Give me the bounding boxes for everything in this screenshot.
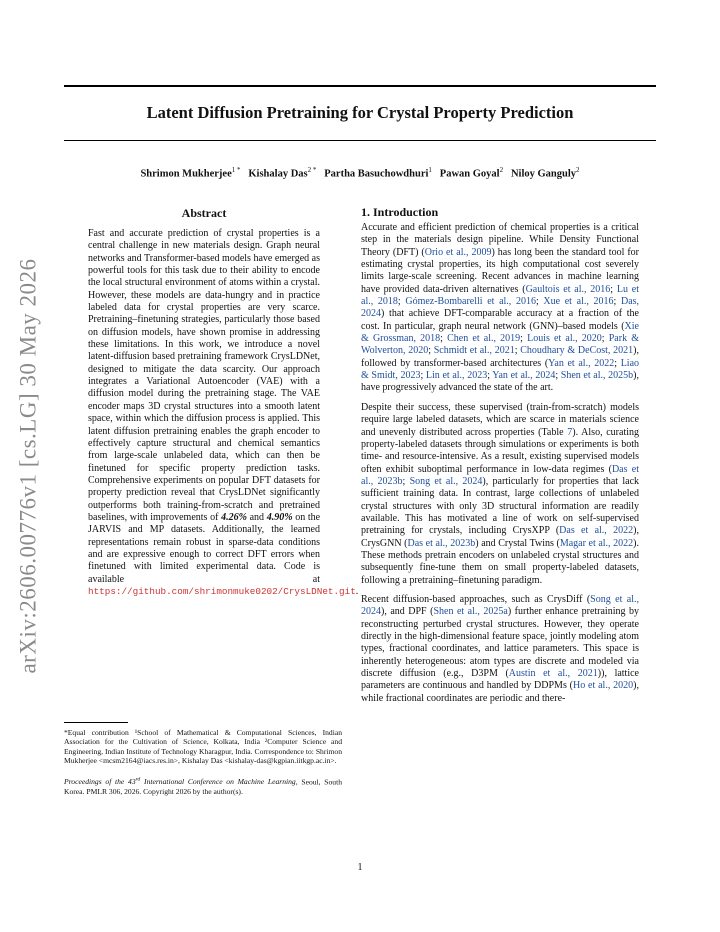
intro-text: ; (514, 345, 521, 357)
intro-text: ). Also, curating property-labeled datasets through simulations or experiments is both time- and resource-intensive. As a result, existing supervised models often exhibit suboptimal performance in low-data regimes ( (361, 426, 639, 475)
citation-link[interactable]: Song et al., 2024 (361, 593, 639, 618)
citation-link[interactable]: Xie & Grossman, 2018 (361, 320, 639, 345)
footnotes (64, 722, 342, 806)
intro-text: ; (610, 283, 617, 295)
citation-link[interactable]: Lu et al., 2018 (361, 283, 639, 308)
code-link[interactable]: https://github.com/shrimonmuke0202/CrysLDNet.git (88, 585, 356, 597)
author-name: Niloy Ganguly (510, 168, 577, 180)
intro-text: ; (614, 357, 621, 369)
intro-text: ; (428, 345, 434, 357)
page-number: 1 (357, 862, 363, 873)
author-affiliation: 2 (576, 166, 580, 174)
citation-link[interactable]: Choudhary & DeCost, 2021 (520, 345, 634, 357)
affiliation-text: ¹School of Mathematical & Computational Sciences, Indian Association for the Cultivation of Science, Kolkata, India ²Computer Science and Engineering, Indian Institute of Technology Kharagpur, India. Correspondence to: Shrimon Mukherjee <mcsm2164@iacs.res.in>, Kishalay Das <kishalay-das@kgpian.iitkgp.ac.in>. (64, 728, 342, 766)
top-rule (64, 85, 656, 87)
intro-paragraph-3 (361, 594, 639, 705)
intro-text: ; (520, 333, 528, 345)
citation-link[interactable]: Austin et al., 2021 (508, 668, 598, 680)
citation-link[interactable]: Shen et al., 2025b (560, 370, 634, 382)
title-bottom-rule (64, 140, 656, 141)
author-affiliation: 2 * (307, 166, 317, 174)
author-list (64, 166, 656, 180)
intro-text: ) and Crystal Twins ( (475, 537, 560, 549)
jarvis-improvement: 4.26% (221, 511, 247, 523)
mp-improvement: 4.90% (266, 511, 293, 523)
abstract-heading: Abstract (181, 206, 227, 220)
proceedings-ordinal: rd (135, 776, 141, 783)
citation-link[interactable]: Magar et al., 2022 (559, 537, 634, 549)
citation-link[interactable]: Ho et al., 2020 (573, 680, 634, 692)
intro-text: ) that achieve DFT-comparable accuracy at a fraction of the cost. In particular, graph neural network (GNN)–based models ( (361, 308, 639, 332)
footnote-rule (64, 722, 128, 723)
citation-link[interactable]: Yan et al., 2024 (492, 370, 556, 382)
citation-link[interactable]: Das, 2024 (361, 296, 640, 320)
intro-text: ; (487, 370, 493, 382)
citation-link[interactable]: Liao & Smidt, 2023 (361, 357, 640, 382)
intro-text: Recent diffusion-based approaches, such as CrysDiff ( (361, 593, 591, 605)
citation-link[interactable]: Das et al., 2022 (559, 525, 634, 537)
citation-link[interactable]: Chen et al., 2019 (447, 333, 521, 345)
intro-paragraph-2 (361, 402, 639, 587)
citation-link[interactable]: 7 (567, 426, 573, 438)
proceedings-conference: International Conference on Machine Learning (144, 777, 296, 787)
intro-text: ; (535, 296, 544, 308)
author-name: Kishalay Das (248, 168, 308, 180)
intro-text: ; (613, 296, 621, 308)
intro-text: ) has long been the standard tool for estimating crystal properties, its high computational cost severely limits large-scale screening. Recent advances in machine learning have provided data-driven alternatives ( (361, 246, 639, 295)
citation-link[interactable]: Louis et al., 2020 (527, 333, 602, 345)
proceedings-footnote (64, 776, 342, 796)
author-name: Partha Basuchowdhuri (324, 168, 429, 180)
proceedings-copyright: , Seoul, South Korea. PMLR 306, 2026. Copyright 2026 by the author(s). (64, 777, 342, 796)
abstract-text-part: on the JARVIS and MP datasets. Additionally, the learned representations remain robust in sparse-data conditions and are expressive enough to correct DFT errors when finetuned with limited experimental data. Code is available at (88, 511, 321, 585)
intro-text: Accurate and efficient prediction of chemical properties is a critical step in the materials design pipeline. While Density Functional Theory (DFT) ( (361, 222, 639, 258)
author-affiliation: 2 (499, 166, 504, 174)
citation-link[interactable]: Shen et al., 2025a (433, 606, 508, 618)
paper-title: Latent Diffusion Pretraining for Crystal Property Prediction (146, 103, 574, 122)
intro-text: ; (397, 296, 406, 308)
intro-text: ), have progressively advanced the state of the art. (361, 370, 639, 394)
intro-paragraph-1 (361, 222, 639, 395)
arxiv-stamp (8, 256, 50, 676)
citation-link[interactable]: Gaultois et al., 2016 (525, 283, 611, 295)
intro-text: ), while fractional coordinates are periodic and there- (361, 680, 639, 704)
introduction-column (361, 205, 639, 712)
intro-text: )), lattice parameters are continuous and handled by DDPMs ( (361, 668, 639, 692)
intro-text: ), and DPF ( (381, 606, 434, 618)
intro-text: ; (402, 475, 410, 487)
proceedings-text: Proceedings of the 43 (64, 777, 136, 787)
intro-text: ), followed by transformer-based architectures ( (361, 345, 639, 369)
intro-text: Despite their success, these supervised (train-from-scratch) models require large labeled datasets, which are scarce in materials science and unevenly distributed across properties (Table (361, 401, 639, 438)
citation-link[interactable]: Das et al., 2023b (407, 537, 476, 549)
citation-link[interactable]: Das et al., 2023b (361, 463, 639, 487)
citation-link[interactable]: Orio et al., 2009 (424, 246, 492, 258)
introduction-heading: 1. Introduction (361, 205, 439, 219)
citation-link[interactable]: Yan et al., 2022 (548, 357, 615, 369)
intro-text: ), CrysGNN ( (361, 525, 639, 549)
affiliation-footnote (64, 728, 342, 766)
abstract-column (88, 206, 359, 598)
intro-text: ; (420, 370, 426, 382)
citation-link[interactable]: Schmidt et al., 2021 (433, 345, 515, 357)
author-name: Shrimon Mukherjee (140, 168, 232, 180)
intro-text: ; (440, 333, 448, 345)
citation-link[interactable]: Gómez-Bombarelli et al., 2016 (405, 296, 536, 308)
author-affiliation: 1 * (231, 166, 241, 174)
author-affiliation: 1 (428, 166, 432, 174)
citation-link[interactable]: Xue et al., 2016 (543, 296, 614, 308)
intro-text: ; (601, 333, 609, 345)
abstract-text (88, 228, 359, 598)
abstract-text-part: Fast and accurate prediction of crystal properties is a central challenge in new materials design. Graph neural networks and Transformer-based models have emerged as powerful tools for this task due to their ability to encode the local structural environment of atoms within a crystal. However, these models are data-hungry and in practice labeled data for crystal properties are very scarce. Pretraining–finetuning strategies, particularly those based on diffusion models, have shown promise in addressing these limitations. In this work, we introduce a novel latent-diffusion based pretraining framework CrysLDNet, designed to mitigate the data scarcity. Our approach integrates a Variational Autoencoder (VAE) with a diffusion model during the pretraining stage. The VAE encoder maps 3D crystal structures into a smooth latent space, within which the diffusion process is applied. This latent diffusion pretraining enables the graph encoder to effectively capture structural and chemical semantics from large-scale unlabeled data, which can then be finetuned for specific property prediction tasks. Comprehensive experiments on popular DFT datasets for property prediction reveal that CrysLDNet significantly outperforms both training-from-scratch and pretrained baselines, with improvements of (88, 228, 320, 523)
intro-text: ). These methods pretrain encoders on unlabeled crystal structures and subsequently fine-tune them on small property-labeled datasets, following a pretraining–finetuning paradigm. (361, 537, 639, 586)
arxiv-stamp-text: arXiv:2606.00776v1 [cs.LG] 30 May 2026 (16, 258, 41, 674)
equal-contribution-note: *Equal contribution (64, 728, 129, 737)
intro-text: ), particularly for properties that lack sufficient training data. In contrast, large collections of unlabeled crystal structures with only 3D structural information are readily available. This has motivated a line of work on self-supervised pretraining for crystals, including CrysXPP ( (361, 475, 640, 537)
intro-text: ) further enhance pretraining by reconstructing perturbed crystal structures. However, they operate directly in the high-dimensional feature space, jointly modeling atom types, fractional coordinates, and lattice parameters. This space is inherently heterogeneous: atom types are discrete and modeled via discrete diffusion (e.g., D3PM ( (361, 606, 639, 680)
intro-text: ; (555, 370, 561, 382)
abstract-conjunction: and (249, 511, 265, 523)
author-name: Pawan Goyal (439, 168, 500, 180)
citation-link[interactable]: Song et al., 2024 (409, 475, 483, 487)
citation-link[interactable]: Park & Wolverton, 2020 (361, 333, 640, 357)
abstract-end: . (355, 585, 359, 597)
citation-link[interactable]: Lin et al., 2023 (425, 370, 488, 382)
